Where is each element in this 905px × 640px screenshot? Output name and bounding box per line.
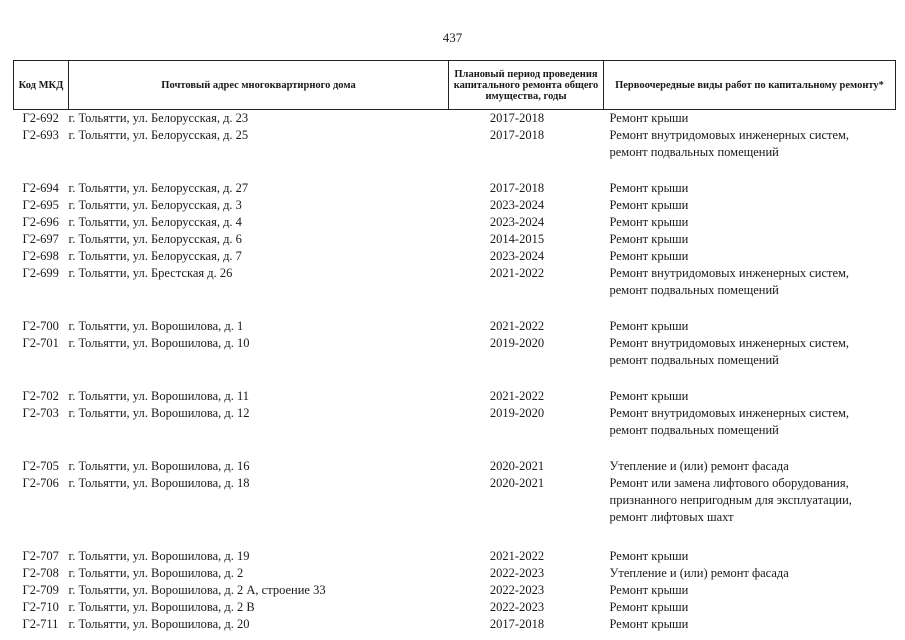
cell-address: г. Тольятти, ул. Ворошилова, д. 19: [68, 549, 250, 563]
work-line: Ремонт внутридомовых инженерных систем,: [609, 336, 850, 350]
cell-period: 2023-2024: [489, 249, 545, 263]
cell-works: [604, 248, 896, 265]
cell-code: Г2-698: [22, 249, 59, 263]
table-row: [14, 248, 896, 265]
row-spacer: [14, 439, 896, 458]
cell-period: 2023-2024: [489, 215, 545, 229]
cell-works: [604, 475, 896, 526]
table-row: [14, 110, 896, 128]
cell-address: г. Тольятти, ул. Ворошилова, д. 20: [68, 617, 250, 631]
work-line: Ремонт крыши: [609, 549, 689, 563]
table-row: [14, 231, 896, 248]
cell-works: [604, 405, 896, 439]
cell-code: Г2-705: [22, 459, 59, 473]
row-spacer-cell: [14, 526, 896, 548]
work-line: Утепление и (или) ремонт фасада: [609, 566, 789, 580]
cell-period: 2022-2023: [489, 600, 545, 614]
cell-code: Г2-708: [22, 566, 59, 580]
work-line: Ремонт крыши: [609, 215, 689, 229]
cell-period: 2022-2023: [489, 583, 545, 597]
table-row: [14, 197, 896, 214]
cell-code: Г2-692: [22, 111, 59, 125]
table-row: [14, 265, 896, 299]
cell-works: [604, 214, 896, 231]
cell-works: [604, 197, 896, 214]
cell-code: Г2-707: [22, 549, 59, 563]
cell-address: г. Тольятти, ул. Белорусская, д. 25: [68, 128, 249, 142]
cell-works: [604, 265, 896, 299]
work-line: ремонт лифтовых шахт: [609, 510, 734, 524]
table-row: [14, 458, 896, 475]
cell-address: г. Тольятти, ул. Ворошилова, д. 1: [68, 319, 244, 333]
row-spacer-cell: [14, 161, 896, 180]
cell-address: г. Тольятти, ул. Белорусская, д. 7: [68, 249, 242, 263]
cell-period: 2020-2021: [489, 476, 545, 490]
cell-period: 2021-2022: [489, 319, 545, 333]
work-line: Ремонт крыши: [609, 232, 689, 246]
row-spacer-cell: [14, 369, 896, 388]
cell-address: г. Тольятти, ул. Ворошилова, д. 11: [68, 389, 250, 403]
cell-period: 2014-2015: [489, 232, 545, 246]
page-number: 437: [442, 30, 463, 45]
cell-works: [604, 180, 896, 197]
cell-period: 2017-2018: [489, 111, 545, 125]
cell-address: г. Тольятти, ул. Ворошилова, д. 18: [68, 476, 250, 490]
cell-works: [604, 548, 896, 565]
header-address: Почтовый адрес многоквартирного дома: [69, 61, 449, 110]
cell-works: [604, 231, 896, 248]
table-row: [14, 599, 896, 616]
cell-code: Г2-696: [22, 215, 59, 229]
work-line: Ремонт крыши: [609, 583, 689, 597]
cell-period: 2017-2018: [489, 181, 545, 195]
cell-code: Г2-709: [22, 583, 59, 597]
cell-period: 2019-2020: [489, 406, 545, 420]
cell-address: г. Тольятти, ул. Ворошилова, д. 16: [68, 459, 250, 473]
cell-works: [604, 458, 896, 475]
table-row: [14, 405, 896, 439]
work-line: ремонт подвальных помещений: [609, 283, 779, 297]
table-row: [14, 214, 896, 231]
cell-works: [604, 565, 896, 582]
cell-period: 2021-2022: [489, 389, 545, 403]
work-line: Ремонт крыши: [609, 600, 689, 614]
table-row: [14, 127, 896, 161]
work-line: ремонт подвальных помещений: [609, 145, 779, 159]
table-row: [14, 582, 896, 599]
cell-period: 2022-2023: [489, 566, 545, 580]
cell-code: Г2-703: [22, 406, 59, 420]
cell-period: 2019-2020: [489, 336, 545, 350]
work-line: Ремонт внутридомовых инженерных систем,: [609, 128, 850, 142]
work-line: ремонт подвальных помещений: [609, 353, 779, 367]
cell-address: г. Тольятти, ул. Ворошилова, д. 12: [68, 406, 250, 420]
table-row: [14, 388, 896, 405]
header-code: Код МКД: [14, 61, 69, 110]
cell-works: [604, 318, 896, 335]
cell-code: Г2-697: [22, 232, 59, 246]
cell-works: [604, 582, 896, 599]
cell-address: г. Тольятти, ул. Белорусская, д. 4: [68, 215, 242, 229]
table-row: [14, 318, 896, 335]
table-row: [14, 180, 896, 197]
work-line: ремонт подвальных помещений: [609, 423, 779, 437]
work-line: Ремонт или замена лифтового оборудования,: [609, 476, 849, 490]
cell-address: г. Тольятти, ул. Ворошилова, д. 2 А, строение 33: [68, 583, 326, 597]
work-line: Ремонт крыши: [609, 181, 689, 195]
cell-period: 2017-2018: [489, 128, 545, 142]
work-line: Ремонт крыши: [609, 249, 689, 263]
cell-works: [604, 388, 896, 405]
cell-works: [604, 127, 896, 161]
table-body: [14, 110, 896, 634]
cell-works: [604, 599, 896, 616]
table-row: [14, 616, 896, 633]
work-line: Утепление и (или) ремонт фасада: [609, 459, 789, 473]
cell-code: Г2-702: [22, 389, 59, 403]
row-spacer-cell: [14, 439, 896, 458]
cell-address: г. Тольятти, ул. Ворошилова, д. 2: [68, 566, 244, 580]
work-line: Ремонт крыши: [609, 617, 689, 631]
cell-works: [604, 110, 896, 128]
cell-code: Г2-700: [22, 319, 59, 333]
header-works: Первоочередные виды работ по капитальному ремонту*: [604, 61, 896, 110]
cell-address: г. Тольятти, ул. Белорусская, д. 27: [68, 181, 249, 195]
cell-works: [604, 616, 896, 633]
cell-works: [604, 335, 896, 369]
work-line: Ремонт внутридомовых инженерных систем,: [609, 266, 850, 280]
cell-address: г. Тольятти, ул. Ворошилова, д. 10: [68, 336, 250, 350]
work-line: Ремонт крыши: [609, 319, 689, 333]
cell-address: г. Тольятти, ул. Ворошилова, д. 2 В: [68, 600, 255, 614]
row-spacer: [14, 526, 896, 548]
table-header-row: [14, 61, 896, 110]
table-row: [14, 548, 896, 565]
cell-period: 2021-2022: [489, 266, 545, 280]
cell-code: Г2-711: [22, 617, 59, 631]
cell-code: Г2-710: [22, 600, 59, 614]
table-row: [14, 335, 896, 369]
cell-code: Г2-699: [22, 266, 59, 280]
table-row: [14, 565, 896, 582]
cell-code: Г2-701: [22, 336, 59, 350]
work-line: Ремонт крыши: [609, 111, 689, 125]
cell-code: Г2-693: [22, 128, 59, 142]
work-line: Ремонт внутридомовых инженерных систем,: [609, 406, 850, 420]
cell-period: 2017-2018: [489, 617, 545, 631]
work-line: признанного непригодным для эксплуатации,: [609, 493, 852, 507]
header-period: Плановый период проведения капитального ремонта общего имущества, годы: [449, 61, 604, 110]
cell-period: 2020-2021: [489, 459, 545, 473]
cell-address: г. Тольятти, ул. Белорусская, д. 3: [68, 198, 242, 212]
cell-address: г. Тольятти, ул. Белорусская, д. 23: [68, 111, 249, 125]
work-line: Ремонт крыши: [609, 389, 689, 403]
cell-code: Г2-706: [22, 476, 59, 490]
row-spacer: [14, 369, 896, 388]
cell-code: Г2-695: [22, 198, 59, 212]
cell-code: Г2-694: [22, 181, 59, 195]
row-spacer: [14, 161, 896, 180]
row-spacer-cell: [14, 299, 896, 318]
row-spacer: [14, 299, 896, 318]
table-row: [14, 475, 896, 526]
cell-address: г. Тольятти, ул. Белорусская, д. 6: [68, 232, 242, 246]
capital-repair-table: [13, 60, 896, 633]
cell-period: 2021-2022: [489, 549, 545, 563]
work-line: Ремонт крыши: [609, 198, 689, 212]
cell-period: 2023-2024: [489, 198, 545, 212]
cell-address: г. Тольятти, ул. Брестская д. 26: [68, 266, 233, 280]
